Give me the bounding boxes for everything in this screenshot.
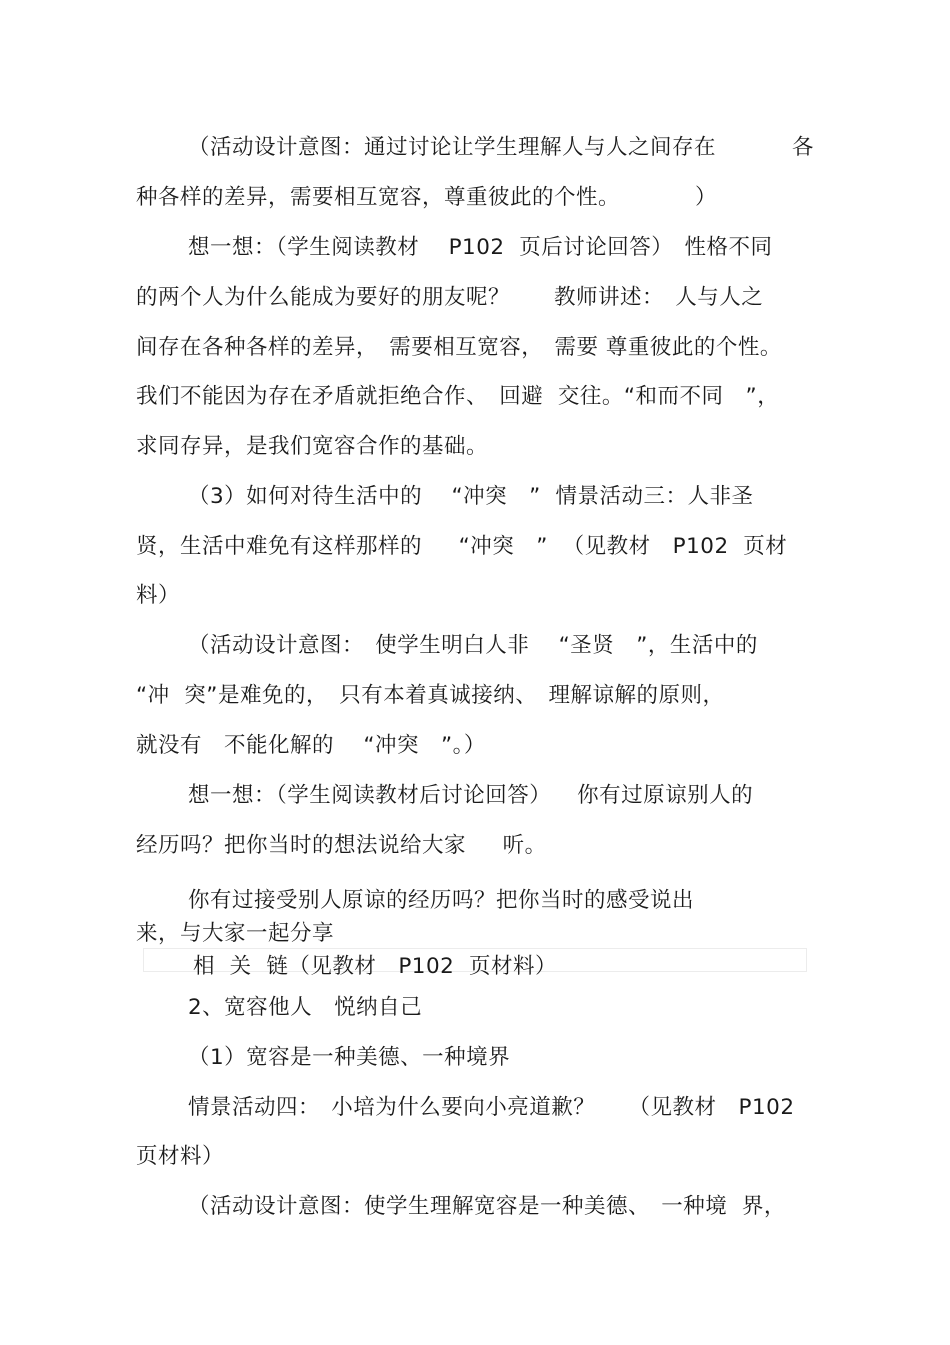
paragraph-line: 的两个人为什么能成为要好的朋友呢？ 教师讲述： 人与人之 xyxy=(136,285,764,310)
paragraph-line: 来，与大家一起分享 xyxy=(136,921,335,946)
paragraph-line: “冲 突”是难免的， 只有本着真诚接纳、 理解谅解的原则， xyxy=(136,683,725,708)
paragraph-line: （活动设计意图：通过讨论让学生理解人与人之间存在 xyxy=(188,135,717,160)
paragraph-line: 经历吗？把你当时的想法说给大家 听。 xyxy=(136,833,547,858)
paragraph-line: 页材料） xyxy=(136,1144,225,1169)
paragraph-line: 求同存异，是我们宽容合作的基础。 xyxy=(136,434,489,459)
paragraph-line: 间存在各种各样的差异， 需要相互宽容， 需要 尊重彼此的个性。 xyxy=(136,335,782,360)
paragraph-line: 情景活动四： 小培为什么要向小亮道歉？ （见教材 P102 xyxy=(188,1095,795,1120)
paragraph-line: 我们不能因为存在矛盾就拒绝合作、 回避 交往。“和而不同 ”， xyxy=(136,384,780,409)
paragraph-line: 想一想：（学生阅读教材后讨论回答） 你有过原谅别人的 xyxy=(188,783,754,808)
paragraph-line: 料） xyxy=(136,583,181,608)
paragraph-line: ） xyxy=(695,185,718,210)
related-link-text: 相 关 链（见教材 P102 页材料） xyxy=(193,954,558,979)
paragraph-line: 种各样的差异，需要相互宽容，尊重彼此的个性。 xyxy=(136,185,621,210)
paragraph-line: 贤，生活中难免有这样那样的 “冲突 ” （见教材 P102 页材 xyxy=(136,534,788,559)
paragraph-line: 你有过接受别人原谅的经历吗？把你当时的感受说出 xyxy=(188,888,695,913)
subsection-heading: （1）宽容是一种美德、一种境界 xyxy=(188,1045,511,1070)
section-heading: 2、宽容他人 悦纳自己 xyxy=(188,995,423,1020)
paragraph-line: 就没有 不能化解的 “冲突 ”。） xyxy=(136,733,486,758)
paragraph-line: （活动设计意图：使学生理解宽容是一种美德、 一种境 界， xyxy=(188,1194,786,1219)
paragraph-line: （3）如何对待生活中的 “冲突 ” 情景活动三：人非圣 xyxy=(188,484,754,509)
paragraph-line: （活动设计意图： 使学生明白人非 “圣贤 ”，生活中的 xyxy=(188,633,758,658)
paragraph-line: 各 xyxy=(792,135,815,160)
paragraph-line: 想一想：（学生阅读教材 P102 页后讨论回答） 性格不同 xyxy=(188,235,773,260)
